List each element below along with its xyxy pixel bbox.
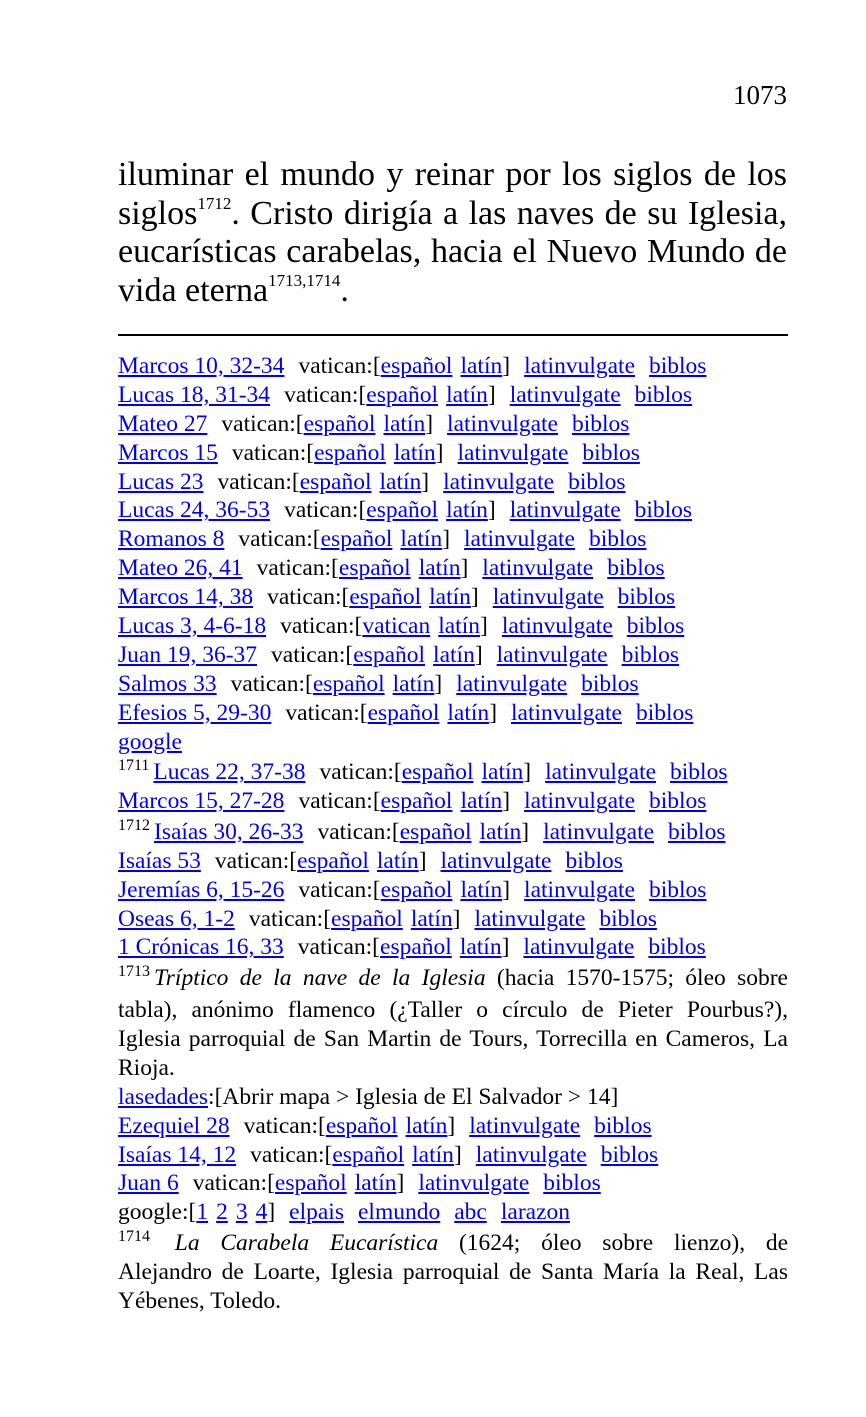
scripture-link[interactable]: Lucas 18, 31-34 (118, 381, 271, 408)
bracket: ] (460, 555, 469, 582)
footnote-text-continued: Alejandro de Loarte, Iglesia parroquial de Santa María la Real, Las Yébenes, Toledo. (118, 1258, 788, 1314)
artwork-title: Tríptico de la nave de la Iglesia (154, 965, 486, 992)
scripture-link[interactable]: Marcos 15, 27-28 (118, 788, 285, 815)
google-prefix: google:[ (118, 1199, 197, 1226)
vatican-label: vatican:[ (248, 905, 332, 932)
vatican-espanol-link[interactable]: español (320, 526, 393, 553)
latinvulgate-link[interactable]: latinvulgate (509, 497, 621, 524)
vatican-espanol-link[interactable]: español (353, 641, 426, 668)
news-link-abc[interactable]: abc (454, 1199, 487, 1226)
vatican-latin-link[interactable]: latín (410, 905, 453, 932)
vatican-latin-link[interactable]: latín (446, 497, 488, 524)
bracket: ] (418, 847, 427, 874)
body-text: iluminar el mundo y reinar por los siglos de los siglos (118, 156, 787, 232)
biblos-link[interactable]: biblos (634, 381, 693, 408)
footnote-number: 1712 (118, 816, 150, 834)
biblos-link[interactable]: biblos (594, 1112, 652, 1139)
scripture-link[interactable]: Lucas 3, 4-6-18 (118, 613, 267, 640)
vatican-latin-link[interactable]: latín (447, 699, 490, 726)
reference-line (118, 612, 788, 641)
reference-line (118, 439, 788, 468)
body-text: . Cristo dirigía a las naves de su Iglesia, eucarísticas carabelas, hacia el Nuevo Mundo de vida eterna (118, 194, 787, 309)
bracket: ] (501, 934, 510, 961)
reference-line (118, 876, 788, 905)
vatican-label: vatican:[ (271, 641, 354, 668)
biblos-link[interactable]: biblos (621, 641, 680, 668)
biblos-link[interactable]: biblos (670, 759, 728, 786)
scripture-link[interactable]: Efesios 5, 29-30 (118, 699, 272, 726)
vatican-espanol-link[interactable]: español (380, 353, 453, 379)
vatican-latin-link[interactable]: latín (383, 410, 426, 437)
biblos-link[interactable]: biblos (607, 555, 665, 582)
reference-line (118, 1141, 788, 1170)
reference-line (118, 381, 788, 410)
latinvulgate-link[interactable]: latinvulgate (524, 353, 635, 379)
biblos-link[interactable]: biblos (648, 934, 706, 961)
reference-list (118, 1112, 788, 1199)
latinvulgate-link[interactable]: latinvulgate (501, 613, 613, 640)
latinvulgate-link[interactable]: latinvulgate (443, 468, 555, 495)
bracket: ] (421, 468, 430, 495)
vatican-label: vatican:[ (214, 847, 298, 874)
footnote-number: 1713 (118, 963, 150, 981)
biblos-link[interactable]: biblos (543, 1170, 601, 1197)
latinvulgate-link[interactable]: latinvulgate (456, 670, 568, 697)
footnotes (118, 352, 788, 1316)
vatican-label: vatican:[ (298, 788, 381, 815)
reference-line (118, 905, 788, 934)
footnote-separator (118, 334, 788, 336)
reference-line (118, 554, 788, 583)
vatican-latin-link[interactable]: latín (459, 934, 502, 961)
reference-line (118, 818, 788, 847)
scripture-link[interactable]: Lucas 22, 37-38 (153, 759, 306, 786)
vatican-latin-link[interactable]: latín (412, 1141, 454, 1168)
scripture-link[interactable]: Isaías 14, 12 (118, 1141, 237, 1168)
reference-line (118, 933, 788, 962)
artwork-title: La Carabela Eucarística (174, 1229, 439, 1256)
vatican-espanol-link[interactable]: español (399, 818, 472, 845)
vatican-latin-link[interactable]: latín (354, 1170, 397, 1197)
latinvulgate-link[interactable]: latinvulgate (469, 1112, 581, 1139)
bracket: ] (521, 818, 530, 845)
vatican-espanol-link[interactable]: español (274, 1170, 347, 1197)
biblos-link[interactable]: biblos (565, 847, 623, 874)
vatican-espanol-link[interactable]: español (380, 788, 453, 815)
google-result-link[interactable]: 4 (255, 1199, 268, 1226)
vatican-latin-link[interactable]: latín (393, 439, 436, 466)
latinvulgate-link[interactable]: latinvulgate (545, 759, 657, 786)
latinvulgate-link[interactable]: latinvulgate (523, 934, 635, 961)
bracket: ] (447, 1112, 456, 1139)
bracket: ] (489, 699, 498, 726)
biblos-link[interactable]: biblos (648, 876, 707, 903)
biblos-link[interactable]: biblos (668, 818, 726, 845)
vatican-label: vatican:[ (221, 410, 304, 437)
bracket: ] (480, 613, 488, 640)
scripture-link[interactable]: Marcos 14, 38 (118, 584, 254, 611)
google-result-link[interactable]: 1 (196, 1199, 209, 1226)
reference-list (118, 352, 788, 728)
scripture-link[interactable]: Juan 6 (118, 1170, 179, 1197)
footnote-number: 1711 (118, 757, 150, 775)
body-paragraph (118, 156, 787, 310)
reference-line (118, 847, 788, 876)
bracket: ] (474, 641, 483, 668)
footnote-1712 (118, 818, 788, 962)
vatican-label: vatican:[ (298, 876, 381, 903)
latinvulgate-link[interactable]: latinvulgate (418, 1170, 530, 1197)
biblos-link[interactable]: biblos (588, 526, 647, 553)
bracket: ] (487, 381, 496, 408)
footnote-number: 1714 (118, 1227, 150, 1245)
news-link-elpais[interactable]: elpais (289, 1199, 344, 1226)
vatican-label: vatican:[ (230, 670, 313, 697)
vatican-espanol-link[interactable]: español (366, 497, 439, 524)
vatican-label: vatican:[ (243, 1112, 326, 1139)
biblos-link[interactable]: biblos (571, 410, 630, 437)
scripture-link[interactable]: Isaías 53 (118, 847, 201, 874)
vatican-latin-link[interactable]: latín (418, 555, 461, 582)
news-link-larazon[interactable]: larazon (500, 1199, 571, 1226)
vatican-label: vatican:[ (238, 526, 321, 553)
footnote-1711 (118, 758, 788, 816)
vatican-latin-link[interactable]: latín (400, 526, 443, 553)
vatican-espanol-link[interactable]: español (314, 439, 386, 466)
reference-line (118, 787, 788, 816)
google-close: ] (267, 1199, 276, 1226)
scripture-link[interactable]: Oseas 6, 1-2 (118, 905, 235, 932)
scripture-link[interactable]: Salmos 33 (118, 670, 217, 697)
vatican-espanol-link[interactable]: español (338, 555, 411, 582)
latinvulgate-link[interactable]: latinvulgate (543, 818, 655, 845)
vatican-label: vatican:[ (284, 497, 367, 524)
latinvulgate-link[interactable]: latinvulgate (496, 641, 608, 668)
vatican-label: vatican:[ (284, 381, 367, 408)
bracket: ] (434, 670, 443, 697)
vatican-espanol-link[interactable]: español (297, 847, 369, 874)
reference-line (118, 525, 788, 554)
vatican-latin-link[interactable]: latín (460, 788, 503, 815)
vatican-latin-link[interactable]: latín (392, 670, 435, 697)
vatican-label: vatican:[ (192, 1170, 275, 1197)
reference-line (118, 468, 788, 497)
google-link[interactable]: google (118, 728, 182, 755)
vatican-label: vatican:[ (250, 1141, 333, 1168)
body-text: . (340, 271, 349, 309)
biblos-link[interactable]: biblos (568, 468, 626, 495)
vatican-label: vatican:[ (280, 613, 363, 640)
latinvulgate-link[interactable]: latinvulgate (474, 905, 586, 932)
scripture-link[interactable]: 1 Crónicas 16, 33 (118, 934, 284, 961)
vatican-latin-link[interactable]: latín (376, 847, 419, 874)
vatican-label: vatican:[ (256, 555, 339, 582)
latinvulgate-link[interactable]: latinvulgate (447, 410, 558, 437)
vatican-espanol-link[interactable]: español (299, 468, 372, 495)
artwork-description: (hacia 1570-1575; óleo sobre tabla), anónimo flamenco (¿Taller o círculo de Pieter Pourbus?), Iglesia parroquial de San Martin de Tours, Torrecilla en Cameros, La Rioja. (118, 965, 788, 1081)
latinvulgate-link[interactable]: latinvulgate (509, 381, 621, 408)
latinvulgate-link[interactable]: latinvulgate (524, 876, 635, 903)
biblos-link[interactable]: biblos (626, 613, 685, 640)
vatican-espanol-link[interactable]: español (325, 1112, 398, 1139)
vatican-latin-link[interactable]: latín (429, 584, 471, 611)
lasedades-line (118, 1083, 788, 1112)
vatican-label: vatican:[ (217, 468, 300, 495)
vatican-espanol-link[interactable]: español (303, 410, 376, 437)
vatican-espanol-link[interactable]: español (367, 699, 440, 726)
latinvulgate-link[interactable]: latinvulgate (511, 699, 622, 726)
footnote-ref[interactable]: 1712 (197, 194, 232, 214)
bracket: ] (425, 410, 434, 437)
vatican-label: vatican:[ (285, 699, 368, 726)
reference-line (118, 496, 788, 525)
bracket: ] (470, 584, 479, 611)
vatican-espanol-link[interactable]: español (380, 876, 453, 903)
vatican-label: vatican:[ (231, 439, 315, 466)
bracket: ] (442, 526, 451, 553)
vatican-latin-link[interactable]: latín (481, 759, 524, 786)
latinvulgate-link[interactable]: latinvulgate (440, 847, 552, 874)
artwork-description: (1624; óleo sobre lienzo), de (438, 1229, 789, 1256)
reference-line (118, 1112, 788, 1141)
scripture-link[interactable]: Marcos 15 (118, 439, 218, 466)
vatican-espanol-link[interactable]: español (312, 670, 385, 697)
vatican-espanol-link[interactable]: español (332, 1141, 405, 1168)
latinvulgate-link[interactable]: latinvulgate (475, 1141, 587, 1168)
scripture-link[interactable]: Lucas 24, 36-53 (118, 497, 271, 524)
scripture-link[interactable]: Isaías 30, 26-33 (154, 818, 304, 845)
vatican-latin-link[interactable]: latín (460, 876, 503, 903)
vatican-espanol-link[interactable]: español (380, 934, 452, 961)
scripture-link[interactable]: Mateo 27 (118, 410, 208, 437)
biblos-link[interactable]: biblos (600, 1141, 659, 1168)
biblos-link[interactable]: biblos (649, 788, 707, 815)
latinvulgate-link[interactable]: latinvulgate (482, 555, 594, 582)
vatican-latin-link[interactable]: latín (460, 353, 503, 379)
vatican-latin-link[interactable]: latín (379, 468, 422, 495)
latinvulgate-link[interactable]: latinvulgate (457, 439, 569, 466)
biblos-link[interactable]: biblos (649, 353, 707, 379)
vatican-espanol-link[interactable]: español (401, 759, 474, 786)
reference-line (118, 583, 788, 612)
lasedades-text: :[Abrir mapa > Iglesia de El Salvador > 14] (208, 1083, 619, 1110)
biblos-link[interactable]: biblos (581, 670, 639, 697)
lasedades-link[interactable]: lasedades (118, 1083, 209, 1110)
footnote-1713 (118, 964, 788, 1227)
scripture-link[interactable]: Ezequiel 28 (118, 1112, 230, 1139)
scripture-link[interactable]: Romanos 8 (118, 526, 225, 553)
latinvulgate-link[interactable]: latinvulgate (524, 788, 635, 815)
latinvulgate-link[interactable]: latinvulgate (464, 526, 575, 553)
biblos-link[interactable]: biblos (617, 584, 676, 611)
vatican-latin-link[interactable]: latín (446, 381, 488, 408)
bracket: ] (502, 788, 511, 815)
scripture-link[interactable]: Marcos 10, 32-34 (118, 353, 285, 379)
reference-line (118, 1169, 788, 1198)
reference-line (118, 758, 788, 787)
biblos-link[interactable]: biblos (599, 905, 657, 932)
page-number: 1073 (733, 80, 787, 110)
google-link-line (118, 728, 788, 757)
footnote-ref[interactable]: 1713,1714 (268, 271, 341, 291)
footnote-1714 (118, 1229, 788, 1316)
bracket: ] (435, 439, 444, 466)
scripture-link[interactable]: Jeremías 6, 15-26 (118, 876, 285, 903)
google-result-link[interactable]: 3 (235, 1199, 248, 1226)
bracket: ] (487, 497, 496, 524)
bracket: ] (396, 1170, 405, 1197)
vatican-latin-link[interactable]: latín (479, 818, 522, 845)
google-results-line (118, 1198, 788, 1227)
reference-line (118, 699, 788, 728)
vatican-label: vatican:[ (298, 353, 381, 379)
vatican-label: vatican:[ (267, 584, 350, 611)
vatican-espanol-link[interactable]: español (349, 584, 422, 611)
footnote-text (118, 1229, 788, 1258)
bracket: ] (502, 353, 511, 379)
vatican-espanol-link[interactable]: español (366, 381, 439, 408)
vatican-latin-link[interactable]: latín (405, 1112, 448, 1139)
vatican-label: vatican:[ (319, 759, 402, 786)
news-link-elmundo[interactable]: elmundo (357, 1199, 441, 1226)
biblos-link[interactable]: biblos (634, 497, 693, 524)
google-result-link[interactable]: 2 (216, 1199, 228, 1226)
vatican-label: vatican:[ (317, 818, 400, 845)
reference-line (118, 410, 788, 439)
vatican-latin-link[interactable]: latín (433, 641, 475, 668)
latinvulgate-link[interactable]: latinvulgate (492, 584, 604, 611)
footnote-text (118, 964, 788, 1083)
vatican-label: vatican:[ (297, 934, 381, 961)
bracket: ] (453, 1141, 462, 1168)
reference-line (118, 641, 788, 670)
reference-line (118, 670, 788, 699)
reference-line (118, 352, 788, 381)
bracket: ] (452, 905, 461, 932)
vatican-espanol-link[interactable]: español (331, 905, 403, 932)
scripture-link[interactable]: Juan 19, 36-37 (118, 641, 258, 668)
scripture-link[interactable]: Mateo 26, 41 (118, 555, 243, 582)
biblos-link[interactable]: biblos (582, 439, 640, 466)
scripture-link[interactable]: Lucas 23 (118, 468, 204, 495)
biblos-link[interactable]: biblos (635, 699, 694, 726)
vatican-latin-link[interactable]: latín (438, 613, 480, 640)
vatican-link[interactable]: vatican (362, 613, 431, 640)
bracket: ] (523, 759, 532, 786)
bracket: ] (502, 876, 511, 903)
